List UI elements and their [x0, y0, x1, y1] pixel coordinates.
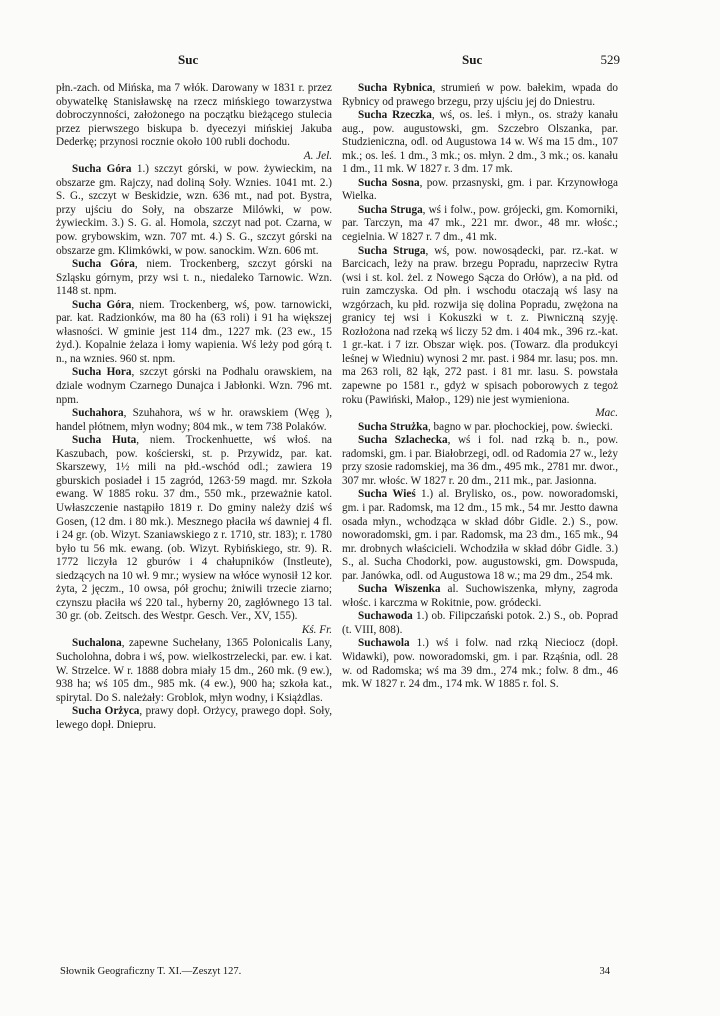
dictionary-entry: [342, 109, 618, 177]
entry-headword: Sucha Góra: [72, 163, 132, 176]
dictionary-entry: [342, 488, 618, 583]
dictionary-entry: [56, 299, 332, 367]
entry-text: , bagno w par. płochockiej, pow. świecki.: [427, 420, 613, 433]
entry-author-signature: Kś. Fr.: [301, 623, 332, 636]
entry-text: 1.) ob. Filipczański potok. 2.) S., ob. Poprad (t. VIII, 808).: [342, 610, 618, 636]
entry-headword: Sucha Struga: [358, 244, 426, 257]
entry-text: , zapewne Suchełany, 1365 Polonicalis Lany, Sucholohna, dobra i wś, pow. wielkostrzelecki, par. ew. i kat. W. Strzelce. W r. 1888 dobra miały 15 dm., 260 mk. (9 ew.), 938 ha; wś 105 dm., 985 mk. (4 ew.), 900 ha; szkoła kat., spirytal. Do S. należały: Groblok, młyn wodny, i Książdlas.: [56, 637, 332, 704]
dictionary-entry: [342, 583, 618, 610]
entry-author-signature: A. Jel.: [303, 149, 332, 162]
dictionary-entry: [342, 421, 618, 435]
dictionary-entry: [56, 637, 332, 705]
entry-text: al. Suchowiszenka, młyny, zagroda włośc. i karczma w Rokitnie, pow. gródecki.: [342, 583, 618, 609]
entry-text: , pow. przasnyski, gm. i par. Krzynowłoga Wielka.: [342, 176, 618, 203]
dictionary-entry: [342, 177, 618, 204]
entry-text: , strumień w pow. bałekim, wpada do Rybnicy od prawego brzegu, przy ujściu jej do Dniestru.: [342, 82, 618, 108]
dictionary-entry: [56, 434, 332, 637]
entry-headword: Sucha Góra: [72, 298, 132, 311]
entry-headword: Sucha Struga: [358, 203, 423, 216]
entry-text: , wś i fol. nad rzką b. n., pow. radomski, gm. i par. Białobrzegi, odl. od Radomia 27 w., leży przy szosie radomskiej, ma 36 dm., 495 mk., 2781 mr. dwor., 307 mr. włośc. W 1827 r. 20 dm., 211 mk., par. Jasionna.: [342, 434, 618, 487]
page-number: 529: [600, 52, 620, 67]
page-footer: [60, 966, 610, 980]
entry-text: , niem. Trockenberg, wś, pow. tarnowicki, par. kat. Radzionków, ma 80 ha (63 roli) i 91 ha większej własności. W gminie jest 114 dm., 1227 mk. (23 ew., 15 żyd.). Kopalnie żelaza i łomy wapienia. Wś leży pod górą t. n., na wznies. 960 st. npm.: [56, 298, 332, 365]
entry-headword: Sucha Wiszenka: [358, 583, 441, 596]
entry-headword: Sucha Hora: [72, 366, 132, 379]
entry-text: , wś, pow. nowosądecki, par. rz.-kat. w Barcicach, leży na praw. brzegu Popradu, naprzeciw Rytra (wsi i st. kol. żel. z Nowego Sącza do Orłów), a na płd. od ruin zamczyska. Od płn. i wschodu otaczają wś lasy na wzgórzach, ku płd. rozwija się dolina Popradu, zwężona na granicy tej wsi i Kokuszki w t. z. Piwniczną szyję. Rozłożona nad rzeką wś liczy 52 dm. i 404 mk., 396 rz.-kat. 1 gr.-kat. i 7 izr. Obszar więk. pos. (Towarz. dla produkcyi leśnej w Wiedniu) wynosi 2 mr. past. i 984 mr. lasu; pos. mn. ma 263 roli, 82 łąk, 272 past. i 81 mr. lasu. S. powstała zapewne po 1581 r., gdyż w spisach poborowych z tegoż roku (Pawiński, Małop., 129) nie jest wymieniona.: [342, 244, 618, 406]
dictionary-entry: [56, 366, 332, 407]
entry-headword: Suchahora: [72, 407, 124, 420]
entry-text: , Szuhahora, wś w hr. orawskiem (Węg ), handel płótnem, młyn wodny; 804 mk., w tem 738 Polaków.: [56, 407, 332, 433]
entry-headword: Suchawoda: [358, 610, 413, 623]
entry-headword: Sucha Rybnica: [358, 82, 433, 94]
entry-headword: Sucha Sosna: [358, 176, 420, 189]
entry-headword: Sucha Strużka: [358, 420, 428, 433]
entry-text: , wś, os. leś. i młyn., os. straży kanału aug., pow. augustowski, gm. Szczebro Olszanka, par. Studzieniczna, odl. od Augustowa 14 w. Wś ma 15 dm., 107 mk.; os. leś. 1 dm., 3 mk.; os. młyn. 2 dm., 3 mk.; os. kanału 1 dm., 11 mk. W 1827 r. 3 dm. 17 mk.: [342, 109, 618, 176]
footer-signature-number: 34: [599, 966, 610, 977]
footer-volume-info: Słownik Geograficzny T. XI.—Zeszyt 127.: [60, 966, 242, 977]
entry-text: płn.-zach. od Mińska, ma 7 włók. Darowany w 1831 r. przez obywatelkę Stanisławskę na rzecz mińskiego towarzystwa dobroczynności, założonego na początku bieżącego stulecia przez pierwszego biskupa b. dyecezyi mińskiej Jakuba Dederkę; przynosi rocznie około 100 rubli dochodu.: [56, 82, 332, 149]
header-left-word: Suc: [178, 52, 199, 67]
entry-headword: Suchawola: [358, 637, 410, 650]
entry-headword: Suchalona: [72, 637, 122, 650]
header-center-word: Suc: [462, 52, 483, 67]
left-column: [56, 82, 332, 732]
entry-text: 1.) wś i folw. nad rzką Nieciocz (dopł. Widawki), pow. noworadomski, gm. i par. Rząśnia, odl. 28 w. od Radomska; wś ma 39 dm., 274 mk.; folw. 8 dm., 46 mk. W 1827 r. 24 dm., 174 mk. W 1885 r. fol. S.: [342, 637, 618, 691]
entry-headword: Sucha Huta: [72, 434, 137, 447]
entry-text: , niem. Trockenhuette, wś włoś. na Kaszubach, pow. kościerski, st. p. Przywidz, par. kat. Skarszewy, 1½ mili na płd.-wschód odl.; zawiera 19 gburskich posiadeł i 15 zagród, 1263·59 magd. mr. Szkoła ewang. W 1885 roku. 37 dm., 550 mk., przeważnie katol. Uwłaszczenie nastąpiło 1819 r. Do gminy należy dziś wś Gosen, (12 dm. i 80 mk.). Mesznego płaciła wś dawniej 4 fl. i 24 gr. (ob. Wizyt. Szaniawskiego z r. 1710, str. 183); r. 1780 było tu 56 mk. ewang. (ob. Wizyt. Rybińskiego, str. 9). R. 1772 liczyła 12 gburów i 4 chałupników (Instleute), siedzących na 10 wł. 9 mr.; wysiew na włóce wynosił 12 kor. żyta, 2 jęczm., 10 owsa, pół grochu; żniwili trzecie ziarno; czynszu płaciła wś 220 tal., hyberny 20, zagłównego 13 tal. 30 gr. (ob. Zeitsch. des Westpr. Gesch. Ver., XV, 155).: [56, 434, 332, 623]
entry-text: , niem. Trockenberg, szczyt górski na Szląsku górnym, przy wsi t. n., niedaleko Tarnowic. Wzn. 1148 st. npm.: [56, 258, 332, 298]
entry-headword: Sucha Góra: [72, 258, 135, 271]
running-header: [58, 52, 618, 70]
entry-text: , szczyt górski na Podhalu orawskiem, na dziale wodnym Czarnego Dunajca i Jabłonki. Wzn. 796 mt. npm.: [56, 366, 332, 406]
dictionary-entry: [56, 163, 332, 258]
dictionary-entry: [342, 610, 618, 637]
dictionary-entry: [342, 637, 618, 691]
dictionary-entry: [56, 82, 332, 163]
entry-headword: Sucha Orżyca: [72, 705, 140, 718]
dictionary-entry: [56, 258, 332, 299]
entry-text: , prawy dopł. Orżycy, prawego dopł. Soły, lewego dopł. Dniepru.: [56, 705, 332, 731]
entry-text: 1.) al. Brylisko, os., pow. noworadomski, gm. i par. Radomsk, ma 12 dm., 15 mk., 54 mr. Jestto dawna osada młyn., wchodząca w skład dóbr Gidle. 2.) S., pow. noworadomski, gm. i par. Radomsk, ma 23 dm., 165 mk., 94 mr. drobnych właścicieli. Wchodziła w skład dóbr Gidle. 3.) S., al. Sucha Chodorki, pow. augustowski, gm. Dowspuda, par. Janówka, odl. od Augustowa 18 w.; ma 29 dm., 254 mk.: [342, 488, 618, 582]
entry-headword: Sucha Rzeczka: [358, 109, 432, 122]
dictionary-entry: [342, 204, 618, 245]
entry-author-signature: Mac.: [595, 407, 618, 420]
entry-headword: Sucha Wieś: [358, 488, 416, 501]
entry-text: 1.) szczyt górski, w pow. żywieckim, na obszarze gm. Rajczy, nad doliną Soły. Wznies. 1041 mt. 2.) S. G., szczyt w Beskidzie, wzn. 636 mt., nad pot. Bystra, przy ujściu do Soły, na obszarze Milówki, w pow. żywieckim. 3.) S. G. al. Homola, szczyt nad pot. Czarna, w pow. grybowskim, wzn. 707 mt. 4.) S. G., szczyt górski na obszarze gm. Klimkówki, w pow. sanockim. Wzn. 606 mt.: [56, 163, 332, 257]
dictionary-entry: [342, 434, 618, 488]
entry-headword: Sucha Szlachecka: [358, 434, 448, 447]
dictionary-entry: [56, 407, 332, 434]
entry-text: , wś i folw., pow. grójecki, gm. Komorniki, par. Tarczyn, ma 47 mk., 221 mr. dwor., 48 mr. włośc.; cegielnia. W 1827 r. 7 dm., 41 mk.: [342, 203, 618, 244]
right-column: [342, 82, 618, 692]
dictionary-entry: [342, 82, 618, 109]
dictionary-entry: [342, 245, 618, 421]
dictionary-entry: [56, 705, 332, 732]
